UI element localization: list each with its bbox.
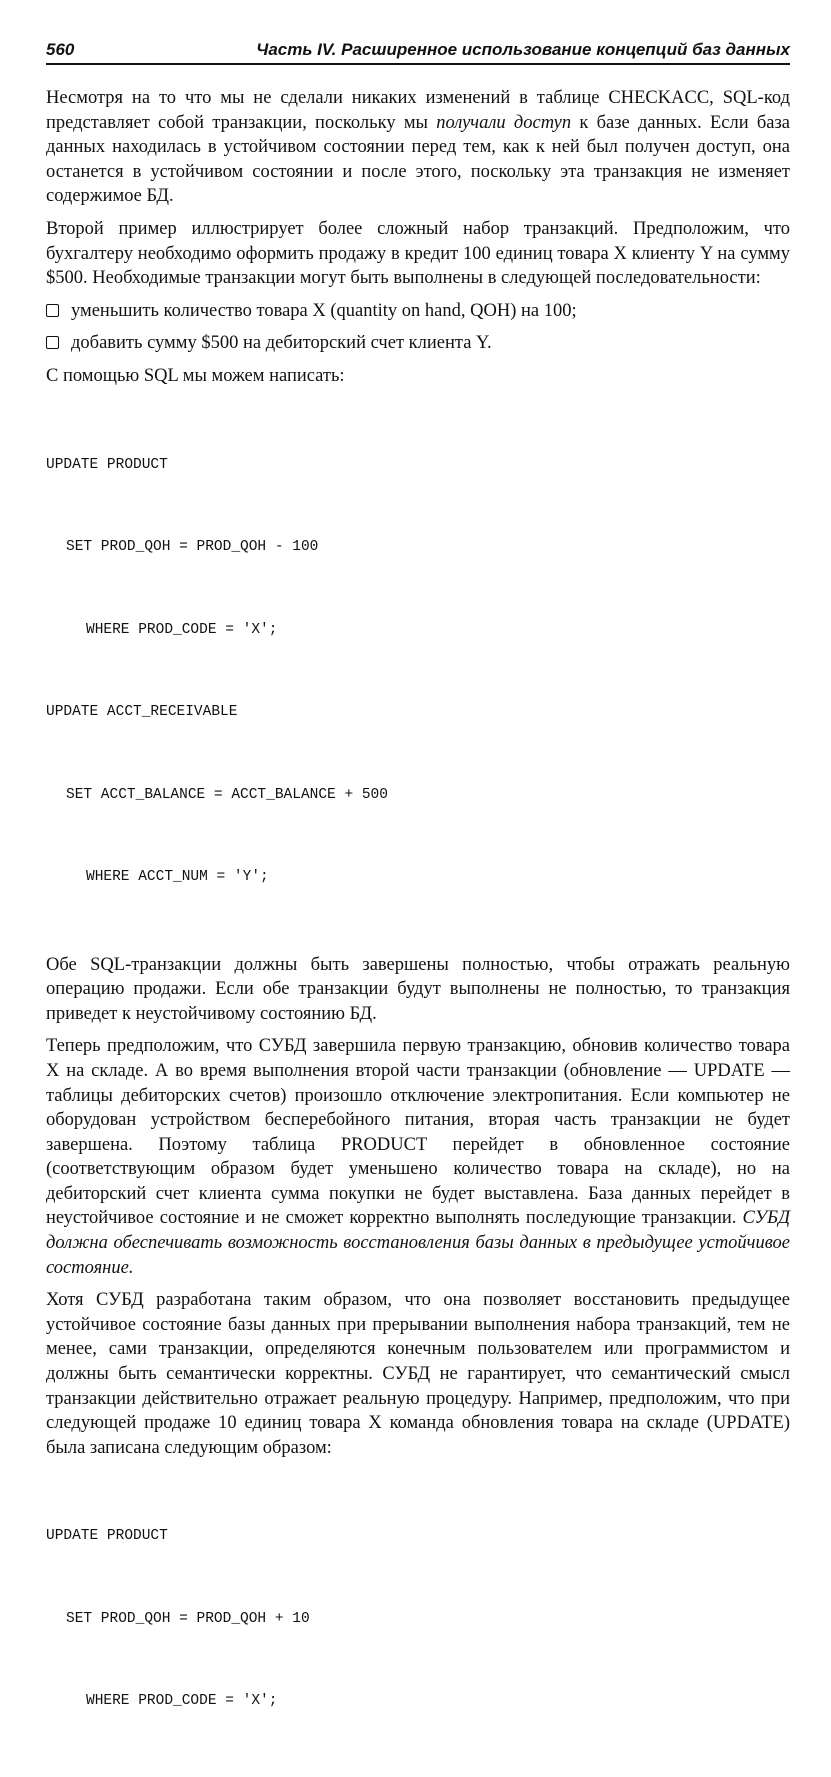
- code-block-2: [46, 1468, 790, 1771]
- paragraph-3: С помощью SQL мы можем написать:: [46, 365, 345, 386]
- code-line: SET ACCT_BALANCE = ACCT_BALANCE + 500: [66, 786, 388, 803]
- paragraph-1: Несмотря на то что мы не сделали никаких изменений в таблице CHECKACC, SQL-код представляет собой транзакции, поскольку мы получали доступ к базе данных. Если база данных находилась в устойчивом состоянии перед тем, как к ней был получен доступ, она останется в устойчивом состоянии и после этого, поскольку эта транзакция не изменяет содержимое БД.: [46, 88, 791, 207]
- code-line: WHERE PROD_CODE = 'X';: [86, 1693, 278, 1710]
- code-line: SET PROD_QOH = PROD_QOH - 100: [66, 539, 319, 556]
- paragraph-2: Второй пример иллюстрирует более сложный набор транзакций. Предположим, что бухгалтеру необходимо оформить продажу в кредит 100 единиц товара X клиенту Y на сумму $500. Необходимые транзакции могут быть выполнены в следующей последовательности:: [46, 218, 790, 289]
- page-number: 560: [46, 40, 75, 59]
- code-line: SET PROD_QOH = PROD_QOH + 10: [66, 1610, 310, 1627]
- page-body: [46, 86, 790, 1777]
- header-rule: [46, 63, 790, 65]
- code-line: UPDATE ACCT_RECEIVABLE: [46, 704, 238, 721]
- paragraph-4: Обе SQL-транзакции должны быть завершены полностью, чтобы отражать реальную операцию продажи. Если обе транзакции будут выполнены не полностью, то транзакция приведет к неустойчивому состоянию БД.: [46, 954, 790, 1024]
- code-line: UPDATE PRODUCT: [46, 1528, 168, 1545]
- list-item: уменьшить количество товара X (quantity on hand, QOH) на 100;: [46, 299, 790, 324]
- checkbox-bullet-icon: [46, 304, 59, 317]
- code-block-1: [46, 397, 790, 947]
- paragraph-5: Теперь предположим, что СУБД завершила первую транзакцию, обновив количество товара X на складе. А во время выполнения второй части транзакции (обновление — UPDATE — таблицы дебиторских счетов) произошло отключение электропитания. Если компьютер не оборудован устройством бесперебойного питания, вторая часть транзакции не будет завершена. Поэтому таблица PRODUCT перейдет в обновленное состояние (соответствующим образом будет уменьшено количество товара на складе), но на дебиторский счет клиента сумма покупки не будет выставлена. База данных перейдет в неустойчивое состояние и не сможет корректно выполнять последующие транзакции. СУБД должна обеспечивать возможность восстановления базы данных в предыдущее устойчивое состояние.: [46, 1036, 790, 1278]
- code-line: WHERE ACCT_NUM = 'Y';: [86, 869, 269, 886]
- paragraph-6: Хотя СУБД разработана таким образом, что она позволяет восстановить предыдущее устойчивое состояние базы данных при прерывании выполнения набора транзакций, тем не менее, сами транзакции, определяются конечным пользователем или программистом и должны быть семантически корректны. СУБД не гарантирует, что семантический смысл транзакции действительно отражает реальную процедуру. Например, предположим, что при следующей продаже 10 единиц товара X команда обновления товара на складе (UPDATE) была записана следующим образом:: [46, 1290, 790, 1458]
- code-line: UPDATE PRODUCT: [46, 456, 168, 473]
- running-title: Часть IV. Расширенное использование концепций баз данных: [256, 40, 790, 59]
- code-line: WHERE PROD_CODE = 'X';: [86, 621, 278, 638]
- checkbox-bullet-icon: [46, 336, 59, 349]
- list-item: добавить сумму $500 на дебиторский счет клиента Y.: [46, 331, 790, 356]
- page-header: [46, 40, 790, 62]
